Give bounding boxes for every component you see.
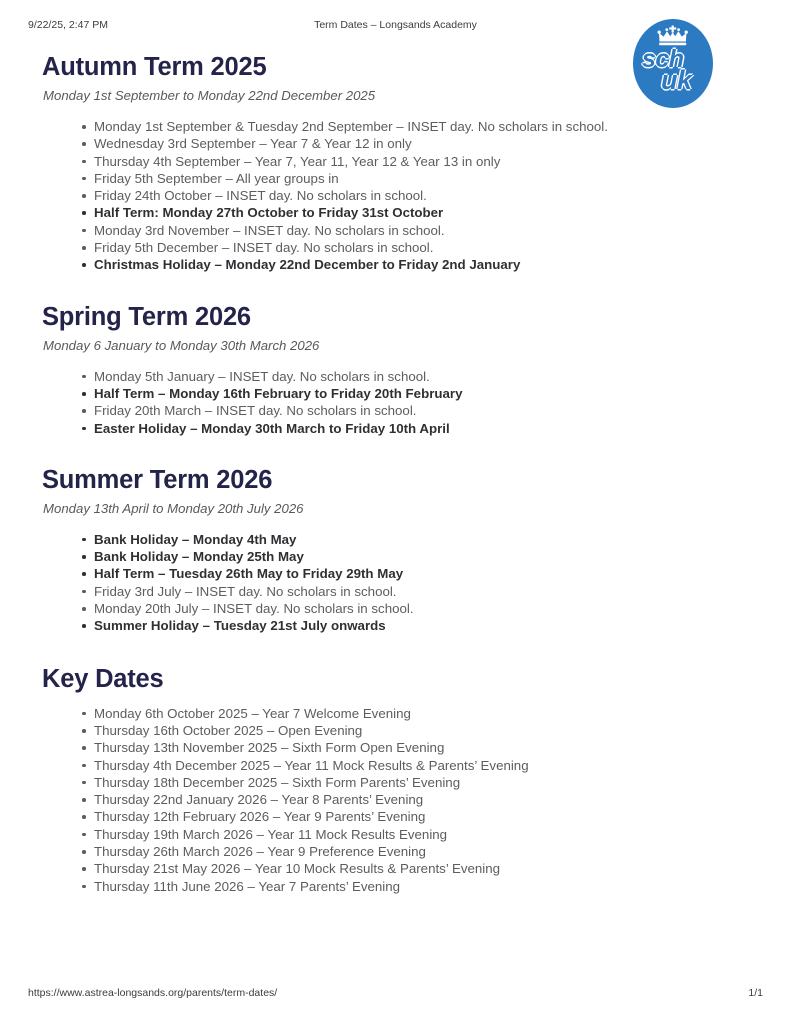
list-item: Half Term: Monday 27th October to Friday 31st October	[82, 204, 722, 221]
list-item: Bank Holiday – Monday 4th May	[82, 531, 722, 548]
logo-text-sch: sch	[642, 45, 684, 73]
list-item: Thursday 16th October 2025 – Open Evening	[82, 722, 722, 739]
section-spring	[42, 302, 722, 437]
section-heading-autumn: Autumn Term 2025	[42, 53, 267, 81]
date-list-summer	[42, 531, 722, 635]
list-item: Thursday 21st May 2026 – Year 10 Mock Results & Parents’ Evening	[82, 860, 722, 877]
print-document-title: Term Dates – Longsands Academy	[314, 19, 477, 31]
list-item: Thursday 11th June 2026 – Year 7 Parents’ Evening	[82, 878, 722, 895]
date-list-autumn	[42, 118, 722, 274]
list-item: Monday 1st September & Tuesday 2nd September – INSET day. No scholars in school.	[82, 118, 722, 135]
date-list-spring	[42, 368, 722, 437]
list-item: Summer Holiday – Tuesday 21st July onwards	[82, 617, 722, 634]
list-item: Thursday 18th December 2025 – Sixth Form Parents’ Evening	[82, 774, 722, 791]
list-item: Thursday 4th December 2025 – Year 11 Mock Results & Parents’ Evening	[82, 757, 722, 774]
page-indicator: 1/1	[748, 987, 763, 999]
list-item: Friday 5th December – INSET day. No scholars in school.	[82, 239, 722, 256]
print-footer	[0, 986, 791, 1000]
section-subtitle-spring: Monday 6 January to Monday 30th March 2026	[43, 337, 320, 353]
section-subtitle-autumn: Monday 1st September to Monday 22nd December 2025	[43, 88, 376, 103]
list-item: Easter Holiday – Monday 30th March to Friday 10th April	[82, 420, 722, 437]
list-item: Friday 3rd July – INSET day. No scholars in school.	[82, 583, 722, 600]
section-heading-keydates: Key Dates	[42, 664, 164, 693]
source-url-link[interactable]: https://www.astrea-longsands.org/parents/term-dates/	[28, 987, 278, 999]
list-item: Bank Holiday – Monday 25th May	[82, 548, 722, 565]
list-item: Friday 5th September – All year groups in	[82, 170, 722, 187]
list-item: Thursday 13th November 2025 – Sixth Form Open Evening	[82, 739, 722, 756]
list-item: Thursday 12th February 2026 – Year 9 Parents’ Evening	[82, 808, 722, 825]
list-item: Friday 20th March – INSET day. No scholars in school.	[82, 402, 722, 419]
logo-text-uk: uk	[661, 65, 692, 95]
list-item: Monday 20th July – INSET day. No scholars in school.	[82, 600, 722, 617]
document-content	[42, 52, 722, 895]
section-keydates	[42, 664, 722, 895]
list-item: Thursday 19th March 2026 – Year 11 Mock Results Evening	[82, 826, 722, 843]
list-item: Thursday 22nd January 2026 – Year 8 Parents’ Evening	[82, 791, 722, 808]
section-heading-spring: Spring Term 2026	[42, 302, 251, 331]
list-item: Half Term – Tuesday 26th May to Friday 29th May	[82, 565, 722, 582]
print-timestamp: 9/22/25, 2:47 PM	[28, 19, 108, 31]
list-item: Wednesday 3rd September – Year 7 & Year 12 in only	[82, 135, 722, 152]
section-subtitle-summer: Monday 13th April to Monday 20th July 2026	[43, 500, 304, 516]
list-item: Thursday 26th March 2026 – Year 9 Preference Evening	[82, 843, 722, 860]
list-item: Monday 3rd November – INSET day. No scholars in school.	[82, 222, 722, 239]
list-item: Half Term – Monday 16th February to Friday 20th February	[82, 385, 722, 402]
list-item: Monday 5th January – INSET day. No scholars in school.	[82, 368, 722, 385]
section-autumn	[42, 52, 722, 274]
list-item: Friday 24th October – INSET day. No scholars in school.	[82, 187, 722, 204]
section-heading-summer: Summer Term 2026	[42, 465, 273, 494]
date-list-keydates	[42, 705, 722, 895]
list-item: Thursday 4th September – Year 7, Year 11, Year 12 & Year 13 in only	[82, 153, 722, 170]
list-item: Monday 6th October 2025 – Year 7 Welcome Evening	[82, 705, 722, 722]
list-item: Christmas Holiday – Monday 22nd December to Friday 2nd January	[82, 256, 722, 273]
section-summer	[42, 465, 722, 635]
